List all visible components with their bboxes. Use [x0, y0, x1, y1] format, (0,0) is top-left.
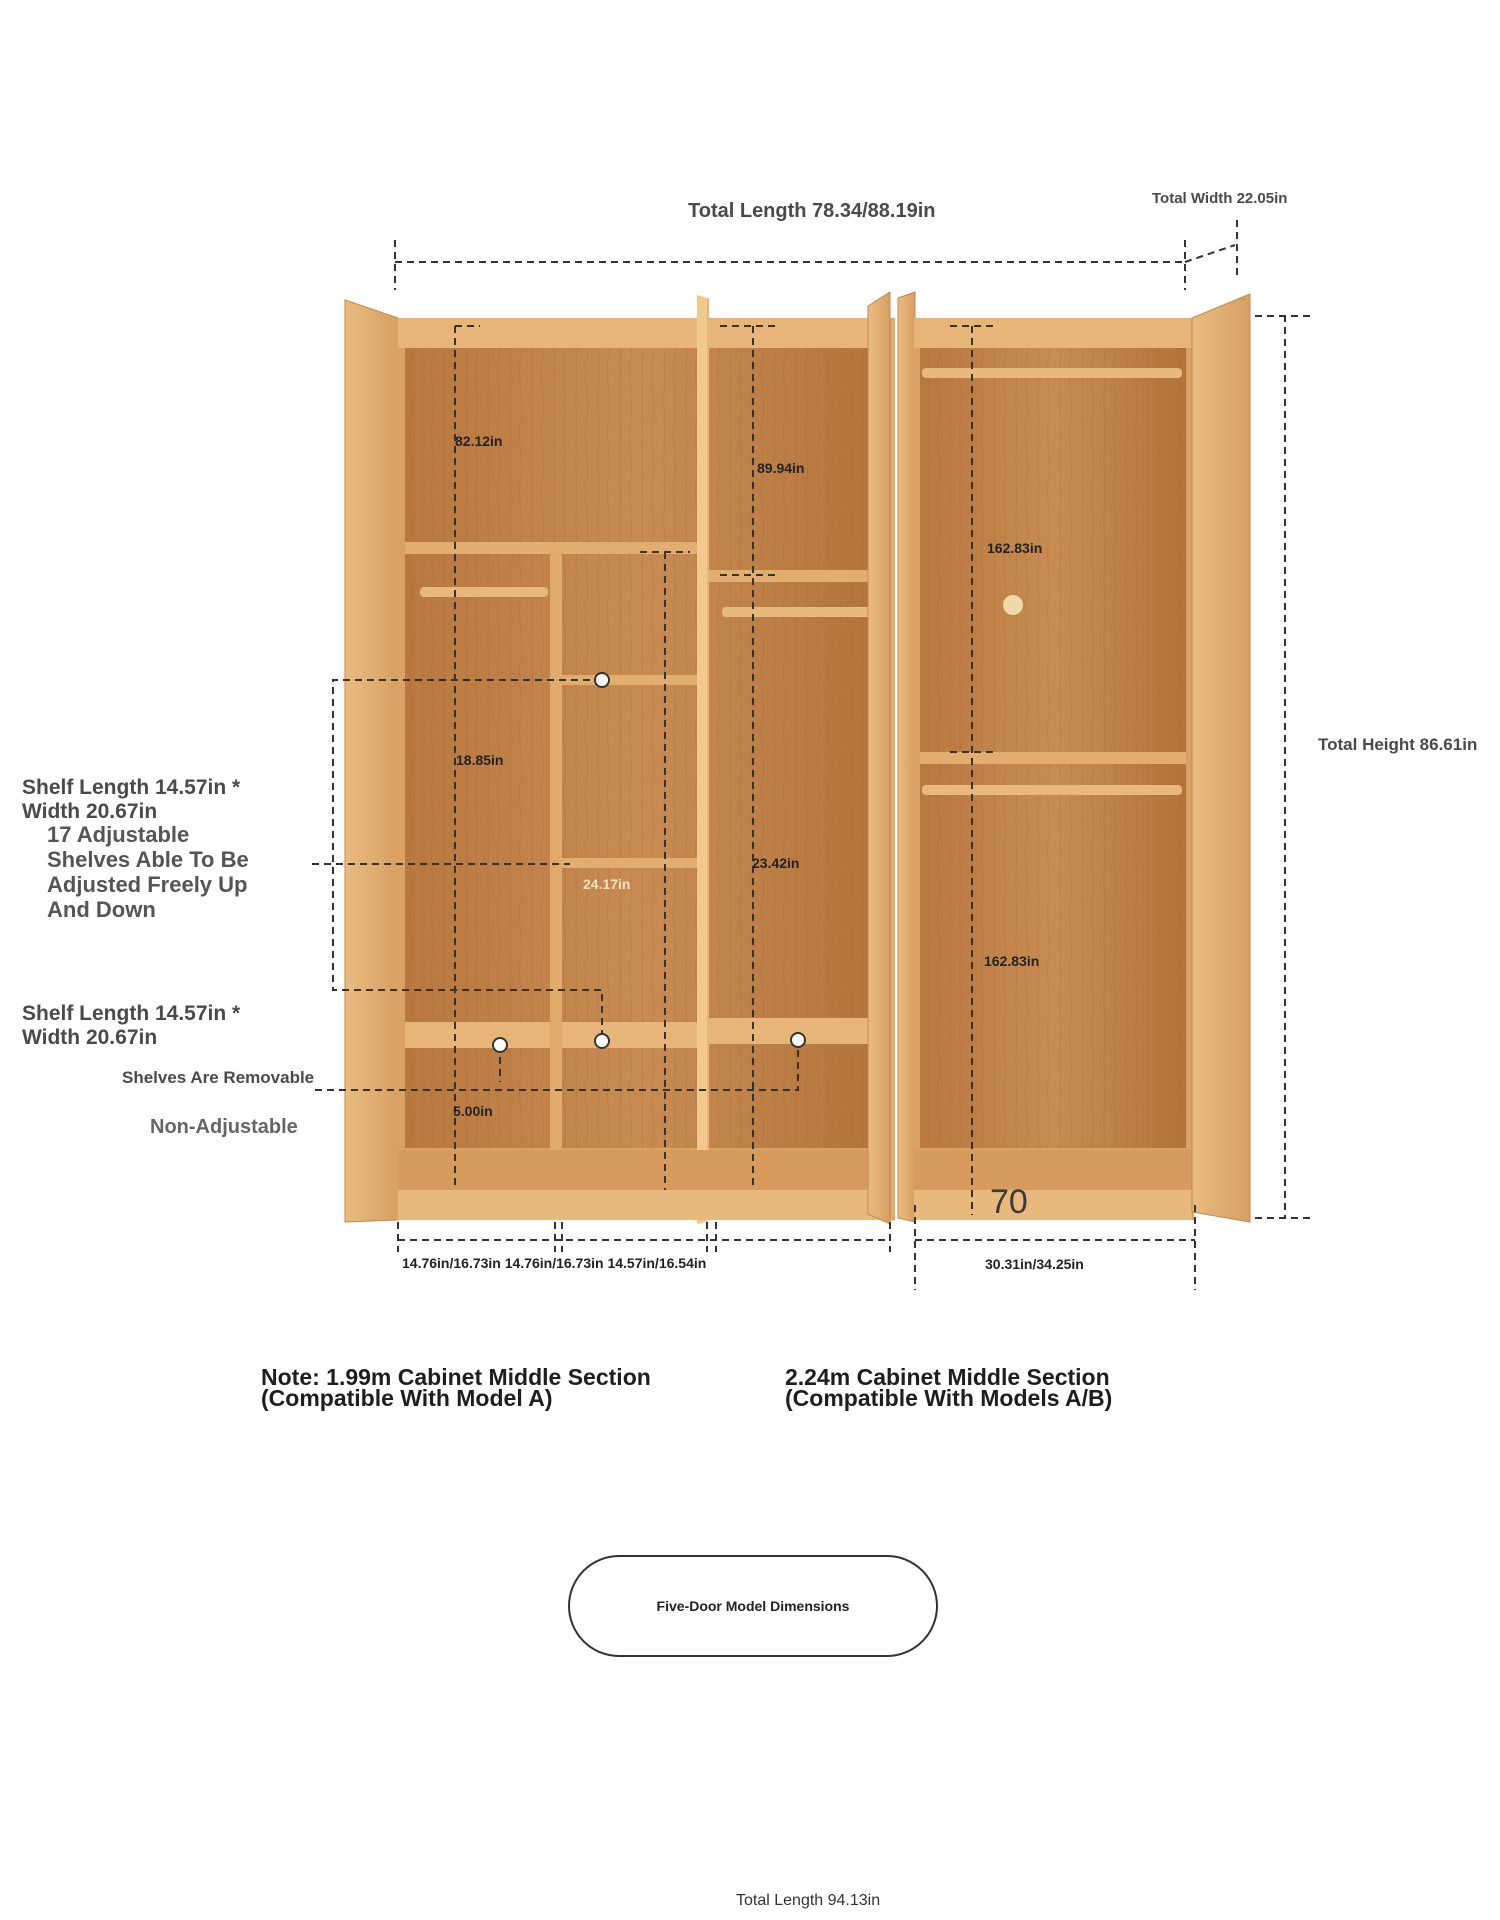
shelf-bottom-line1: Shelf Length 14.57in *: [22, 1002, 241, 1025]
non-adjustable-label: Non-Adjustable: [150, 1116, 298, 1138]
total-width-label: Total Width 22.05in: [1152, 190, 1288, 207]
dim-162-83-bottom: 162.83in: [984, 953, 1040, 969]
note-left: [261, 1364, 651, 1411]
adjustable-callout: [47, 822, 249, 922]
shelf-bottom-callout: [22, 1002, 240, 1050]
middle-door: [697, 295, 707, 1224]
total-height-label: Total Height 86.61in: [1318, 735, 1478, 754]
shelf-bottom-line2: Width 20.67in: [22, 1026, 158, 1049]
note-left-line1: Note: 1.99m Cabinet Middle Section: [261, 1364, 651, 1390]
note-right-line2: (Compatible With Models A/B): [785, 1385, 1113, 1411]
right-door: [1192, 294, 1250, 1222]
shelf-top-callout: [22, 776, 240, 824]
five-door-dimensions-button[interactable]: Five-Door Model Dimensions: [568, 1555, 938, 1657]
dim-24-17: 24.17in: [583, 876, 631, 892]
note-left-line2: (Compatible With Model A): [261, 1385, 553, 1411]
footer-total-length: Total Length 94.13in: [736, 1892, 881, 1909]
bottom-width-right: 30.31in/34.25in: [985, 1256, 1084, 1272]
right-cabinet: [898, 292, 1250, 1222]
total-length-label: Total Length 78.34/88.19in: [688, 200, 936, 222]
adjustable-line2: Shelves Able To Be: [47, 847, 249, 872]
dim-5-00: 5.00in: [453, 1103, 493, 1119]
dim-23-42: 23.42in: [752, 855, 800, 871]
left-cabinet: [345, 292, 895, 1224]
bottom-widths-left: 14.76in/16.73in 14.76in/16.73in 14.57in/16.54in: [402, 1255, 707, 1271]
dim-18-85: 18.85in: [456, 752, 504, 768]
dim-162-83-top: 162.83in: [987, 540, 1043, 556]
shelf-top-line1: Shelf Length 14.57in *: [22, 776, 241, 799]
removable-label: Shelves Are Removable: [122, 1068, 315, 1087]
base-number: 70: [990, 1183, 1028, 1221]
adjustable-line1: 17 Adjustable: [47, 822, 190, 847]
shelf-top-line2: Width 20.67in: [22, 800, 158, 823]
dim-89-94: 89.94in: [757, 460, 805, 476]
note-right-line1: 2.24m Cabinet Middle Section: [785, 1364, 1110, 1390]
dim-82-12: 82.12in: [455, 433, 503, 449]
left-door: [345, 300, 398, 1222]
adjustable-line4: And Down: [47, 897, 156, 922]
note-right: [785, 1364, 1113, 1411]
adjustable-line3: Adjusted Freely Up: [47, 872, 248, 897]
